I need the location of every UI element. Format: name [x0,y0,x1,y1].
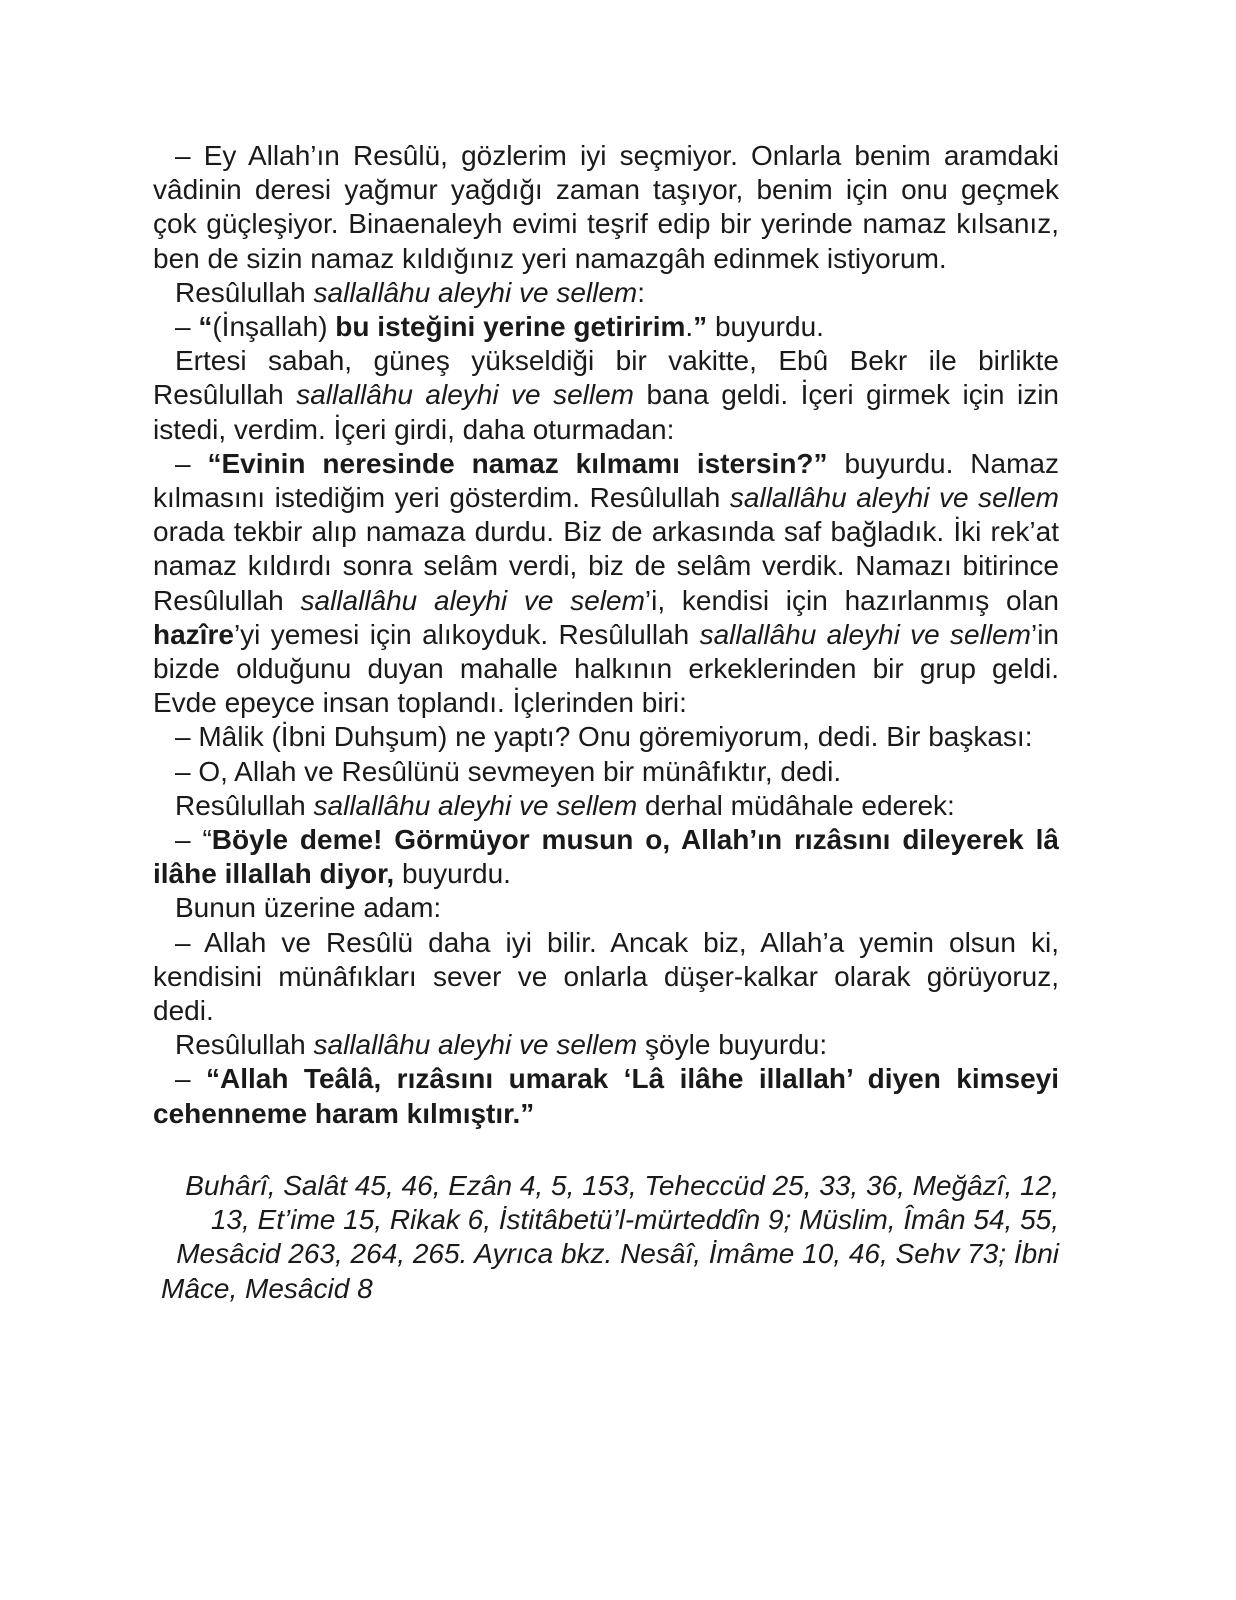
text-run: – O, Allah ve Resûlünü sevmeyen bir münâfıktır, dedi. [175,755,842,787]
bold-text: “Evinin neresinde namaz kılmamı istersin?” [207,447,828,479]
text-run: buyurdu. [707,311,824,343]
paragraph [153,1028,1059,1062]
text-run: Resûlullah [175,789,314,821]
text-run: : [637,276,646,308]
text-run: ’in bizde olduğunu duyan mahalle halkının erkeklerinden bir grup geldi. Evde epeyce insan toplandı. İçlerinden biri: [153,618,1059,719]
text-run: – [175,1063,207,1095]
hadith-text [153,139,1059,1131]
text-run: bana geldi. İçeri girmek için izin istedi, verdim. İçeri girdi, daha oturmadan: [153,379,1059,445]
bold-text: Böyle deme! Görmüyor musun o, Allah’ın rızâsını dileyerek lâ ilâhe illallah diyor, [153,824,1059,890]
paragraph [153,310,1059,344]
page-body [153,139,1059,1306]
paragraph [153,1062,1059,1130]
text-run: (İnşallah) [212,311,336,343]
text-run: – Ey Allah’ın Resûlü, gözlerim iyi seçmiyor. Onlarla benim aramdaki vâdinin deresi yağmur yağdığı zaman taşıyor, benim için onu geçmek çok güçleşiyor. Binaenaleyh evimi teşrif edip bir yerinde namaz kılsanız, ben de sizin namaz kıldığınız yeri namazgâh edinmek istiyorum. [153,140,1059,274]
paragraph [153,891,1059,925]
text-run: buyurdu. Namaz kılmasını istediğim yeri gösterdim. Resûlullah [153,447,1059,514]
italic-text: sallallâhu aleyhi ve sellem [699,618,1031,650]
text-run: orada tekbir alıp namaza durdu. Biz de arkasında saf bağladık. İki rek’at namaz kıldırdı sonra selâm verdi, biz de selâm verdik. Namazı bitirince Resûlullah [153,516,1059,616]
text-run: Bunun üzerine adam: [175,892,442,924]
text-run: – [175,447,208,479]
paragraph [153,755,1059,789]
text-run: – “ [175,824,212,856]
text-run: derhal müdâhale ederek: [637,789,955,821]
text-run: – [175,311,199,343]
italic-text: sallallâhu aleyhi ve sellem [729,482,1059,514]
bold-text: “ [198,311,213,343]
italic-text: sallallâhu aleyhi ve sellem [296,379,635,411]
italic-text: sallallâhu aleyhi ve sellem [313,789,638,821]
bold-text: “Allah Teâlâ, rızâsını umarak ‘Lâ ilâhe illallah’ diyen kimseyi cehenneme haram kılmıştır.” [153,1063,1059,1129]
text-run: . [685,311,694,343]
text-run: Ertesi sabah, güneş yükseldiği bir vakitte, Ebû Bekr ile birlikte Resûlullah [153,345,1059,411]
paragraph [153,720,1059,754]
paragraph [153,823,1059,891]
text-run: Resûlullah [175,276,314,308]
paragraph [153,276,1059,310]
text-run: Resûlullah [175,1029,314,1061]
italic-text: sallallâhu aleyhi ve selem [300,584,645,616]
paragraph [153,926,1059,1029]
text-run: buyurdu. [394,858,511,890]
italic-text: sallallâhu aleyhi ve sellem [313,1029,638,1061]
paragraph [153,789,1059,823]
bold-text: ” [693,311,708,343]
paragraph [153,447,1059,721]
bold-text: bu isteğini yerine getiririm [335,311,686,343]
text-run: ’i, kendisi için hazırlanmış olan [644,584,1059,616]
italic-text: sallallâhu aleyhi ve sellem [313,276,638,308]
paragraph [153,344,1059,447]
paragraph [153,139,1059,276]
text-run: şöyle buyurdu: [637,1029,828,1061]
source-citation: Buhârî, Salât 45, 46, Ezân 4, 5, 153, Teheccüd 25, 33, 36, Meğâzî, 12, 13, Et’ime 15, Rikak 6, İstitâbetü’l-mürteddîn 9; Müslim, Îmân 54, 55, Mesâcid 263, 264, 265. Ayrıca bkz. Nesâî, İmâme 10, 46, Sehv 73; İbni Mâce, Mesâcid 8 [161,1169,1059,1304]
text-run: – Allah ve Resûlü daha iyi bilir. Ancak biz, Allah’a yemin olsun ki, kendisini münâfıkları sever ve onlarla düşer-kalkar olarak görüyoruz, dedi. [153,926,1059,1027]
bold-text: hazîre [153,618,234,650]
text-run: ’yi yemesi için alıkoyduk. Resûlullah [233,618,700,650]
text-run: – Mâlik (İbni Duhşum) ne yaptı? Onu göremiyorum, dedi. Bir başkası: [175,721,1033,753]
